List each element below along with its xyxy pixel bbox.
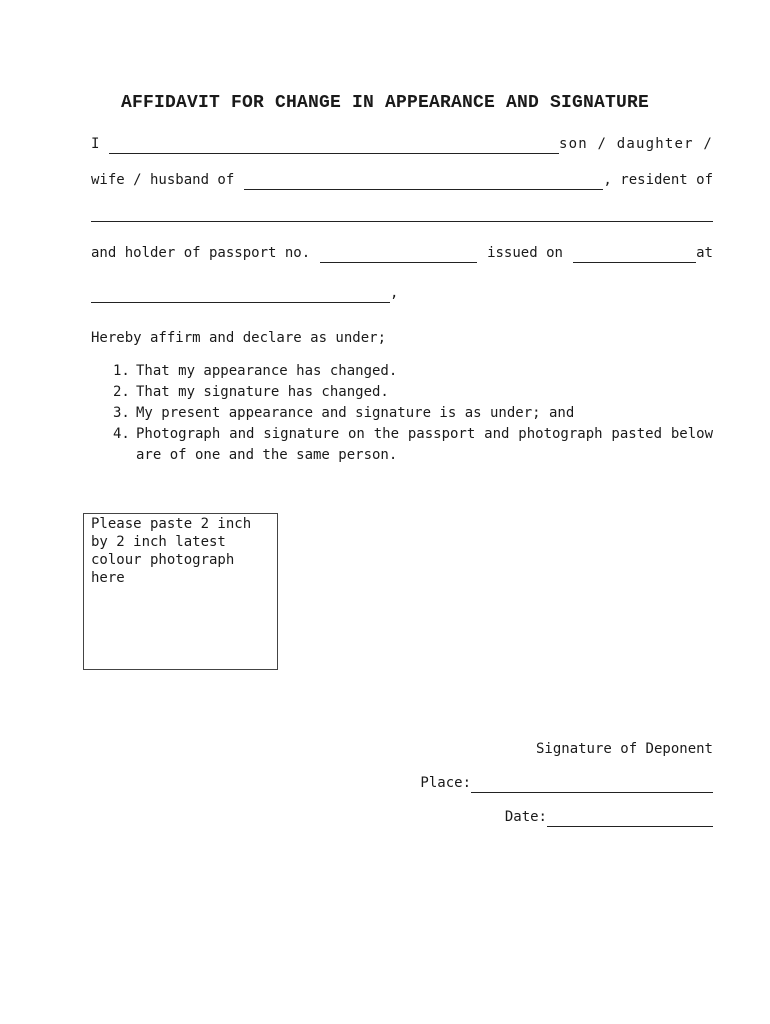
issued-on-label: issued on xyxy=(487,245,563,261)
relation-line xyxy=(91,170,713,190)
name-line xyxy=(91,134,713,154)
declaration-text: Hereby affirm and declare as under; xyxy=(91,330,387,346)
document-title: AFFIDAVIT FOR CHANGE IN APPEARANCE AND SIGNATURE xyxy=(120,93,650,113)
list-item xyxy=(91,424,713,466)
relation-label: son / daughter / xyxy=(558,136,713,152)
name-prefix: I xyxy=(91,136,100,152)
issue-place-comma: , xyxy=(390,285,399,301)
list-item xyxy=(91,403,713,424)
photo-paste-box[interactable]: Please paste 2 inch by 2 inch latest colour photograph here xyxy=(83,513,278,670)
list-item-number: 3. xyxy=(113,405,130,421)
issue-date-field[interactable] xyxy=(573,248,696,263)
list-item-text: Photograph and signature on the passport and photograph pasted below are of one and the same person. xyxy=(136,426,713,463)
list-item-number: 2. xyxy=(113,384,130,400)
date-field[interactable] xyxy=(547,812,713,827)
list-item-text: That my signature has changed. xyxy=(136,384,389,400)
place-field[interactable] xyxy=(471,778,713,793)
address-field[interactable] xyxy=(91,221,713,222)
list-item-text: That my appearance has changed. xyxy=(136,363,398,379)
place-label: Place: xyxy=(420,775,471,791)
signature-label: Signature of Deponent xyxy=(535,741,713,757)
relation-prefix: wife / husband of xyxy=(91,172,235,188)
resident-label: , resident of xyxy=(603,172,713,188)
list-item xyxy=(91,361,713,382)
passport-line xyxy=(91,243,713,263)
list-item-number: 4. xyxy=(113,426,130,442)
relative-name-field[interactable] xyxy=(244,175,603,190)
name-field[interactable] xyxy=(109,139,559,154)
list-item-text: My present appearance and signature is as under; and xyxy=(136,405,575,421)
issued-at-label: at xyxy=(696,245,713,261)
date-label: Date: xyxy=(504,809,547,825)
list-item xyxy=(91,382,713,403)
list-item-number: 1. xyxy=(113,363,130,379)
passport-number-field[interactable] xyxy=(320,248,477,263)
date-line xyxy=(505,807,713,827)
place-line xyxy=(420,773,713,793)
passport-label: and holder of passport no. xyxy=(91,245,311,261)
declaration-list xyxy=(91,361,713,466)
issue-place-field[interactable] xyxy=(91,288,390,303)
issue-place-line xyxy=(91,283,713,303)
